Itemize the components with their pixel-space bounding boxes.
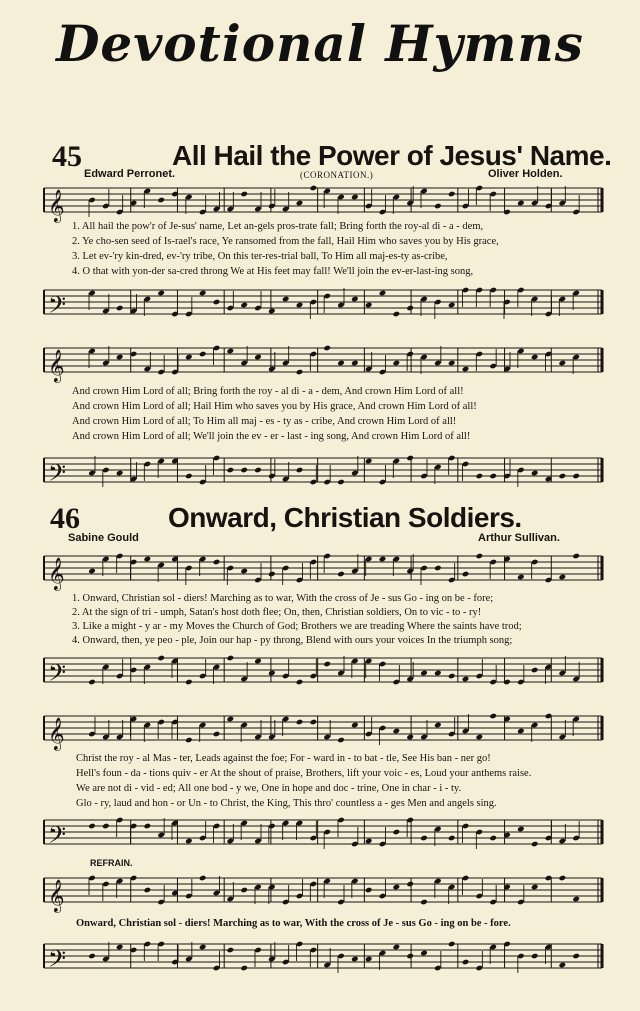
hymn-46-system-1-bass-staff <box>0 648 640 694</box>
hymn-46-refrain-bass-staff <box>0 934 640 980</box>
svg-text:𝄞: 𝄞 <box>48 879 65 912</box>
hymn-45-system-2-bass-staff <box>0 448 640 494</box>
hymn-45-system-1-treble-staff <box>0 178 640 224</box>
hymn-46-system-2-bass-staff <box>0 810 640 856</box>
hymn-46-s1-verse-3: 3. Like a might - y ar - my Moves the Church of God; Brothers we are treading Where the saints have trod; <box>72 621 522 632</box>
hymn-45-s1-verse-3: 3. Let ev-'ry kin-dred, ev-'ry tribe, On this ter-res-trial ball, To Him all maj-es-ty as-cribe, <box>72 251 448 262</box>
svg-text:𝄞: 𝄞 <box>48 189 65 222</box>
hymn-45-system-2-treble-staff <box>0 338 640 384</box>
svg-text:𝄢: 𝄢 <box>48 945 67 978</box>
svg-text:𝄢: 𝄢 <box>48 291 67 324</box>
hymn-45-s2-verse-2: And crown Him Lord of all; Hail Him who saves you by His grace, And crown Him Lord of all! <box>72 401 477 412</box>
hymn-46-s2-verse-1: Christ the roy - al Mas - ter, Leads against the foe; For - ward in - to bat - tle, See His ban - ner go! <box>76 753 491 764</box>
svg-text:𝄞: 𝄞 <box>48 717 65 750</box>
svg-text:𝄢: 𝄢 <box>48 659 67 692</box>
hymn-46-words-credit: Sabine Gould <box>68 532 139 544</box>
hymn-45-s1-verse-2: 2. Ye cho-sen seed of Is-rael's race, Ye ransomed from the fall, Hail Him who saves you by His grace, <box>72 236 499 247</box>
hymn-45-s2-verse-4: And crown Him Lord of all; We'll join the ev - er - last - ing song, And crown Him Lord of all! <box>72 431 471 442</box>
hymn-45-s2-verse-1: And crown Him Lord of all; Bring forth the roy - al di - a - dem, And crown Him Lord of all! <box>72 386 464 397</box>
svg-text:𝄢: 𝄢 <box>48 459 67 492</box>
hymn-45-s1-verse-4: 4. O that with yon-der sa-cred throng We at His feet may fall! We'll join the ev-er-last-ing song, <box>72 266 474 277</box>
hymn-46-title: Onward, Christian Soldiers. <box>168 502 522 533</box>
hymn-46-refrain-label: REFRAIN. <box>90 858 133 868</box>
hymn-46-s1-verse-4: 4. Onward, then, ye peo - ple, Join our hap - py throng, Blend with ours your voices In the triumph song; <box>72 635 513 646</box>
hymn-45-title: All Hail the Power of Jesus' Name. <box>172 140 612 171</box>
svg-text:𝄢: 𝄢 <box>48 821 67 854</box>
hymn-46-system-1-treble-staff <box>0 546 640 592</box>
hymn-46-refrain-treble-staff <box>0 868 640 914</box>
hymn-46-s2-verse-4: Glo - ry, laud and hon - or Un - to Christ, the King, This thro' countless a - ges Men and angels sing. <box>76 798 497 809</box>
hymn-45-tune-name: (CORONATION.) <box>300 170 374 180</box>
hymn-46-s2-verse-2: Hell's foun - da - tions quiv - er At the shout of praise, Brothers, lift your voic - es, Loud your anthems raise. <box>76 768 532 779</box>
hymn-45-music-credit: Oliver Holden. <box>488 168 563 180</box>
hymn-45-words-credit: Edward Perronet. <box>84 168 176 180</box>
hymn-45-number: 45 <box>52 140 82 173</box>
hymn-46-refrain-lyric: Onward, Christian sol - diers! Marching as to war, With the cross of Je - sus Go - ing on be - fore. <box>76 918 511 929</box>
hymn-45-s2-verse-3: And crown Him Lord of all; To Him all maj - es - ty as - cribe, And crown Him Lord of all! <box>72 416 457 427</box>
hymn-46-s1-verse-1: 1. Onward, Christian sol - diers! Marching as to war, With the cross of Je - sus Go - ing on be - fore; <box>72 593 494 604</box>
hymn-46-number: 46 <box>50 502 80 535</box>
hymn-46-system-2-treble-staff <box>0 706 640 752</box>
hymn-46-s1-verse-2: 2. At the sign of tri - umph, Satan's host doth flee; On, then, Christian soldiers, On to vic - to - ry! <box>72 607 482 618</box>
hymn-46-s2-verse-3: We are not di - vid - ed; All one bod - y we, One in hope and doc - trine, One in char - i - ty. <box>76 783 462 794</box>
hymn-46-music-credit: Arthur Sullivan. <box>478 532 560 544</box>
hymn-45-s1-verse-1: 1. All hail the pow'r of Je-sus' name, Let an-gels pros-trate fall; Bring forth the roy-al di - a - dem, <box>72 221 484 232</box>
hymn-45-system-1-bass-staff <box>0 280 640 326</box>
svg-text:𝄞: 𝄞 <box>48 349 65 382</box>
page-banner: Devotional Hymns <box>56 14 584 73</box>
svg-text:𝄞: 𝄞 <box>48 557 65 590</box>
